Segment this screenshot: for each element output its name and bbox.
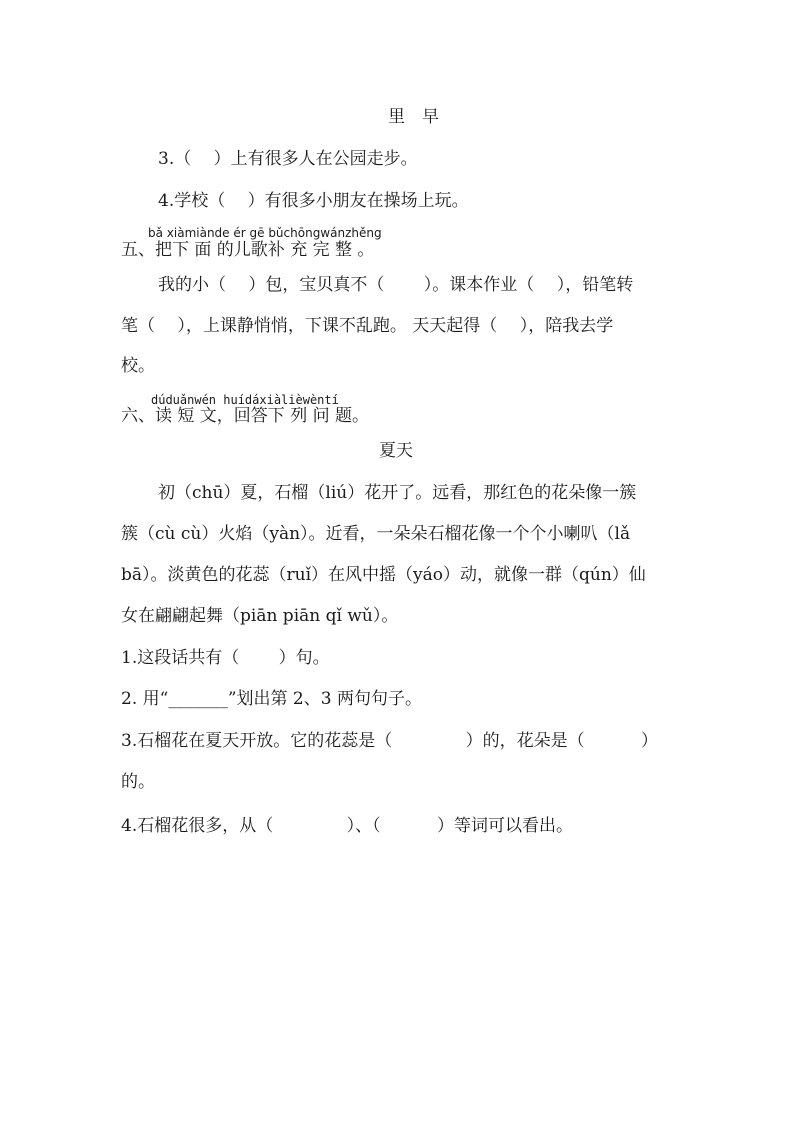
section5-pinyin: bǎ xiàmiànde ér gē bǔchōngwánzhěng <box>148 226 382 240</box>
question-4: 4.石榴花很多，从（ ）、（ ）等词可以看出。 <box>121 816 574 836</box>
question-2: 2. 用“_______”划出第 2、3 两句句子。 <box>121 689 422 709</box>
question-1: 1.这段话共有（ ）句。 <box>121 648 330 668</box>
fill-blank-item-3: 3.（ ）上有很多人在公园走步。 <box>158 149 418 169</box>
story-line-3: bā）。淡黄色的花蕊（ruǐ）在风中摇（yáo）动，就像一群（qún）仙 <box>121 565 646 585</box>
story-line-1: 初（chū）夏，石榴（liú）花开了。远看，那红色的花朵像一簇 <box>158 483 637 503</box>
story-line-2: 簇（cù cù）火焰（yàn）。近看，一朵朵石榴花像一个个小喇叭（lǎ <box>121 524 631 544</box>
song-line-3: 校。 <box>121 356 155 376</box>
question-3-continued: 的。 <box>121 772 155 792</box>
section5-title: 五、把下 面 的儿歌补 充 完 整 。 <box>121 240 375 260</box>
story-title: 夏天 <box>379 441 413 461</box>
section6-pinyin: dúduǎnwén huídáxiàlièwèntí <box>151 393 339 407</box>
song-line-2: 笔（ ），上课静悄悄，下课不乱跑。 天天起得（ ），陪我去学 <box>121 316 614 336</box>
section6-title: 六、读 短 文，回答下 列 问 题。 <box>121 406 370 426</box>
fill-blank-item-4: 4.学校（ ）有很多小朋友在操场上玩。 <box>158 191 469 211</box>
story-line-4: 女在翩翩起舞（piān piān qǐ wǔ）。 <box>121 606 399 626</box>
top-word-pair: 里 早 <box>388 107 439 127</box>
song-line-1: 我的小（ ）包，宝贝真不（ ）。课本作业（ ），铅笔转 <box>158 275 634 295</box>
question-3: 3.石榴花在夏天开放。它的花蕊是（ ）的，花朵是（ ） <box>121 731 659 751</box>
